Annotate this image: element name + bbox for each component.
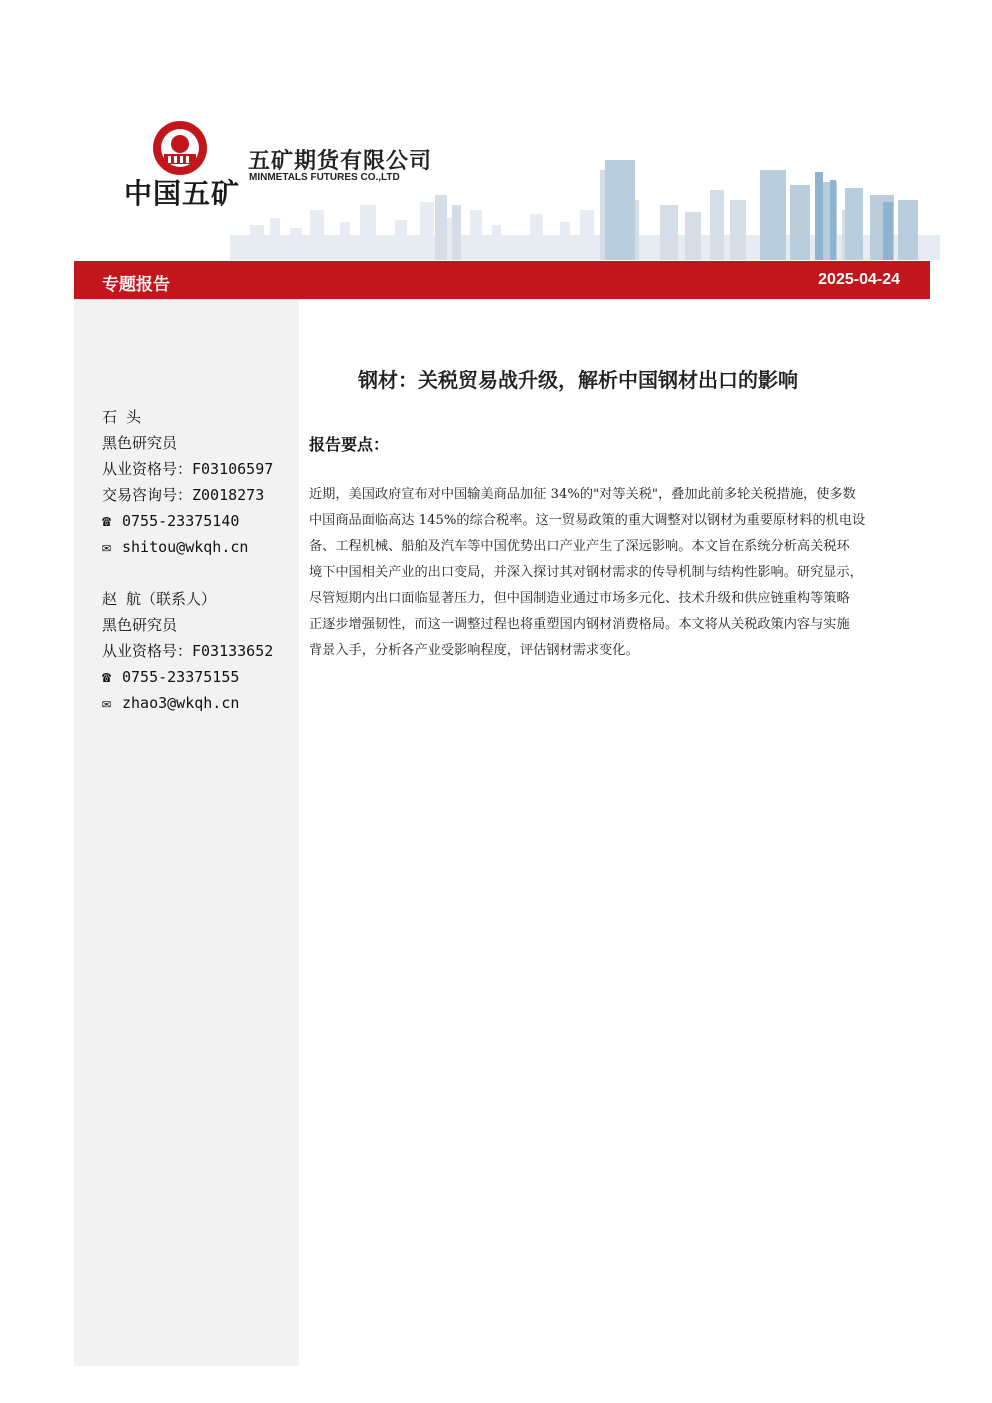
- paragraph-line: 背景入手，分析各产业受影响程度，评估钢材需求变化。: [309, 643, 639, 658]
- paragraph-line: 中国商品面临高达 145%的综合税率。这一贸易政策的重大调整对以钢材为重要原材料的机电设: [309, 513, 866, 528]
- minmetals-logo-icon: [150, 118, 210, 178]
- qualification-number: 从业资格号：F03133652: [102, 642, 274, 660]
- analyst-title: 黑色研究员: [102, 434, 178, 452]
- logo-wordmark: 中国五矿: [124, 177, 241, 210]
- company-name-cn: 五矿期货有限公司: [248, 149, 433, 174]
- report-title: 钢材：关税贸易战升级，解析中国钢材出口的影响: [358, 368, 798, 392]
- phone-number: 0755-23375155: [122, 668, 240, 686]
- email-address[interactable]: zhao3@wkqh.cn: [122, 694, 240, 712]
- report-type: 专题报告: [102, 275, 170, 295]
- analyst-name: 石 头: [102, 408, 142, 426]
- analyst-name: 赵 航（联系人）: [102, 590, 217, 608]
- qualification-number: 从业资格号：F03106597: [102, 460, 274, 478]
- key-points-heading: 报告要点：: [309, 435, 390, 454]
- phone-number: 0755-23375140: [122, 512, 240, 530]
- advisory-number: 交易咨询号：Z0018273: [102, 486, 265, 504]
- key-points-paragraph: [309, 482, 921, 664]
- phone-icon: ☎: [102, 512, 112, 530]
- company-name-en: MINMETALS FUTURES CO.,LTD: [249, 172, 400, 183]
- paragraph-line: 正逐步增强韧性，而这一调整过程也将重塑国内钢材消费格局。本文将从关税政策内容与实施: [309, 617, 850, 632]
- paragraph-line: 近期，美国政府宣布对中国输美商品加征 34%的"对等关税"，叠加此前多轮关税措施，使多数: [309, 487, 856, 502]
- phone-icon: ☎: [102, 668, 112, 686]
- email-icon: ✉: [102, 538, 112, 556]
- email-icon: ✉: [102, 694, 112, 712]
- analyst-card: [102, 586, 273, 716]
- report-banner: [74, 261, 930, 299]
- analyst-card: [102, 404, 273, 560]
- paragraph-line: 境下中国相关产业的出口变局，并深入探讨其对钢材需求的传导机制与结构性影响。研究显示，: [309, 565, 863, 580]
- city-skyline-image: [230, 110, 940, 260]
- email-address[interactable]: shitou@wkqh.cn: [122, 538, 249, 556]
- paragraph-line: 备、工程机械、船舶及汽车等中国优势出口产业产生了深远影响。本文旨在系统分析高关税环: [309, 539, 850, 554]
- paragraph-line: 尽管短期内出口面临显著压力，但中国制造业通过市场多元化、技术升级和供应链重构等策略: [309, 591, 850, 606]
- analyst-title: 黑色研究员: [102, 616, 178, 634]
- report-date: 2025-04-24: [818, 271, 900, 288]
- report-header: [0, 0, 992, 260]
